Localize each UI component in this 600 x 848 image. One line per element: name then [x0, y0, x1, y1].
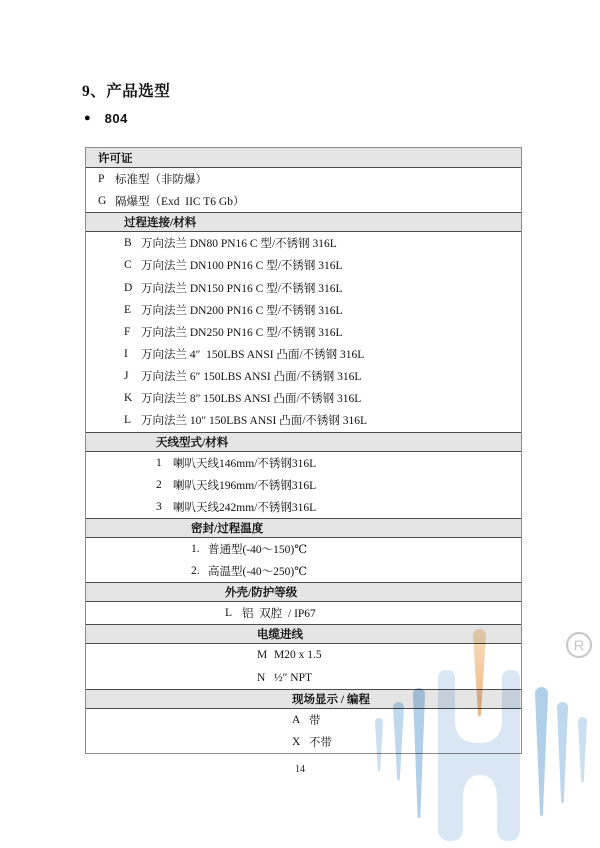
option-desc: 万向法兰 DN80 PN16 C 型/不锈钢 316L: [141, 238, 337, 251]
option-desc: 万向法兰 DN250 PN16 C 型/不锈钢 316L: [141, 326, 343, 339]
page-title: 9、产品选型: [82, 83, 171, 100]
option-desc: ½″ NPT: [274, 671, 313, 684]
option-desc: 普通型(-40～150)℃: [208, 544, 308, 557]
option-code: G: [98, 195, 107, 208]
section-header: [86, 518, 521, 538]
table-section: [86, 212, 521, 431]
option-code: 3: [156, 500, 162, 513]
option-desc: 喇叭天线242mm/不锈钢316L: [173, 501, 317, 514]
option-row: [86, 496, 521, 518]
option-desc: 万向法兰 4″ 150LBS ANSI 凸面/不锈钢 316L: [141, 349, 365, 362]
option-code: 1: [156, 456, 162, 469]
option-code: L: [124, 414, 132, 427]
option-row: [86, 452, 521, 474]
option-row: [86, 254, 521, 276]
section-header: [86, 212, 521, 232]
option-row: [86, 343, 521, 365]
option-row: [86, 560, 521, 582]
option-row: [86, 190, 521, 212]
section-header: [86, 582, 521, 602]
product-selection-table: [85, 147, 522, 754]
option-code: 2: [156, 478, 162, 491]
option-row: [86, 667, 521, 689]
option-row: [86, 709, 521, 731]
option-desc: 铝 双腔 / IP67: [242, 608, 316, 621]
table-section: [86, 689, 521, 753]
option-code: E: [124, 303, 132, 316]
option-code: F: [124, 325, 131, 338]
section-items: [86, 168, 521, 212]
section-items: [86, 644, 521, 688]
option-desc: 万向法兰 DN100 PN16 C 型/不锈钢 316L: [141, 260, 343, 273]
option-code: X: [292, 735, 301, 748]
table-section: [86, 432, 521, 518]
option-row: [86, 731, 521, 753]
option-code: 1.: [191, 543, 200, 556]
section-header-label: 外壳/防护等级: [225, 587, 298, 600]
option-code: P: [98, 173, 105, 186]
registered-trademark-icon: [567, 633, 591, 657]
option-code: M: [257, 649, 268, 662]
section-items: [86, 232, 521, 431]
option-code: B: [124, 237, 132, 250]
option-row: [86, 365, 521, 387]
section-items: [86, 709, 521, 753]
option-desc: 万向法兰 DN150 PN16 C 型/不锈钢 316L: [141, 282, 343, 295]
page-number: 14: [295, 764, 305, 775]
option-row: [86, 232, 521, 254]
model-bullet-row: [84, 111, 128, 126]
option-desc: 万向法兰 10" 150LBS ANSI 凸面/不锈钢 316L: [141, 415, 368, 428]
section-header-label: 过程连接/材料: [124, 217, 197, 230]
option-row: [86, 299, 521, 321]
section-header-label: 天线型式/材料: [156, 436, 229, 449]
table-section: [86, 582, 521, 624]
section-items: [86, 538, 521, 582]
section-header-label: 许可证: [98, 152, 133, 165]
table-section: [86, 518, 521, 582]
section-items: [86, 602, 521, 624]
option-desc: 喇叭天线146mm/不锈钢316L: [173, 457, 317, 470]
option-desc: 标准型（非防爆）: [115, 174, 207, 187]
option-code: I: [124, 348, 128, 361]
option-desc: 隔爆型（Exd IIC T6 Gb）: [115, 196, 245, 209]
option-code: C: [124, 259, 132, 272]
option-code: 2.: [191, 565, 200, 578]
option-code: K: [124, 392, 133, 405]
table-section: [86, 624, 521, 688]
option-desc: 带: [309, 714, 321, 727]
option-code: N: [257, 671, 266, 684]
option-desc: 高温型(-40～250)℃: [208, 566, 308, 579]
option-desc: 万向法兰 6″ 150LBS ANSI 凸面/不锈钢 316L: [141, 371, 362, 384]
section-items: [86, 452, 521, 518]
option-row: [86, 538, 521, 560]
option-desc: M20 x 1.5: [274, 649, 322, 662]
option-row: [86, 168, 521, 190]
option-row: [86, 602, 521, 624]
section-header-label: 现场显示 / 编程: [292, 693, 370, 706]
svg-text:R: R: [573, 637, 585, 655]
option-code: J: [124, 370, 129, 383]
option-code: L: [225, 607, 233, 620]
option-row: [86, 409, 521, 431]
option-desc: 喇叭天线196mm/不锈钢316L: [173, 479, 317, 492]
section-header: [86, 148, 521, 168]
option-row: [86, 474, 521, 496]
section-header: [86, 689, 521, 709]
section-header-label: 密封/过程温度: [191, 522, 264, 535]
option-desc: 万向法兰 8" 150LBS ANSI 凸面/不锈钢 316L: [141, 393, 362, 406]
option-desc: 不带: [309, 736, 332, 749]
model-number: 804: [104, 111, 128, 126]
bullet-icon: ●: [84, 112, 91, 124]
option-row: [86, 321, 521, 343]
table-section: [86, 148, 521, 212]
section-header-label: 电缆进线: [257, 629, 303, 642]
section-header: [86, 624, 521, 644]
option-desc: 万向法兰 DN200 PN16 C 型/不锈钢 316L: [141, 304, 343, 317]
option-code: A: [292, 713, 301, 726]
option-row: [86, 277, 521, 299]
option-row: [86, 644, 521, 666]
option-code: D: [124, 281, 133, 294]
option-row: [86, 387, 521, 409]
section-header: [86, 432, 521, 452]
